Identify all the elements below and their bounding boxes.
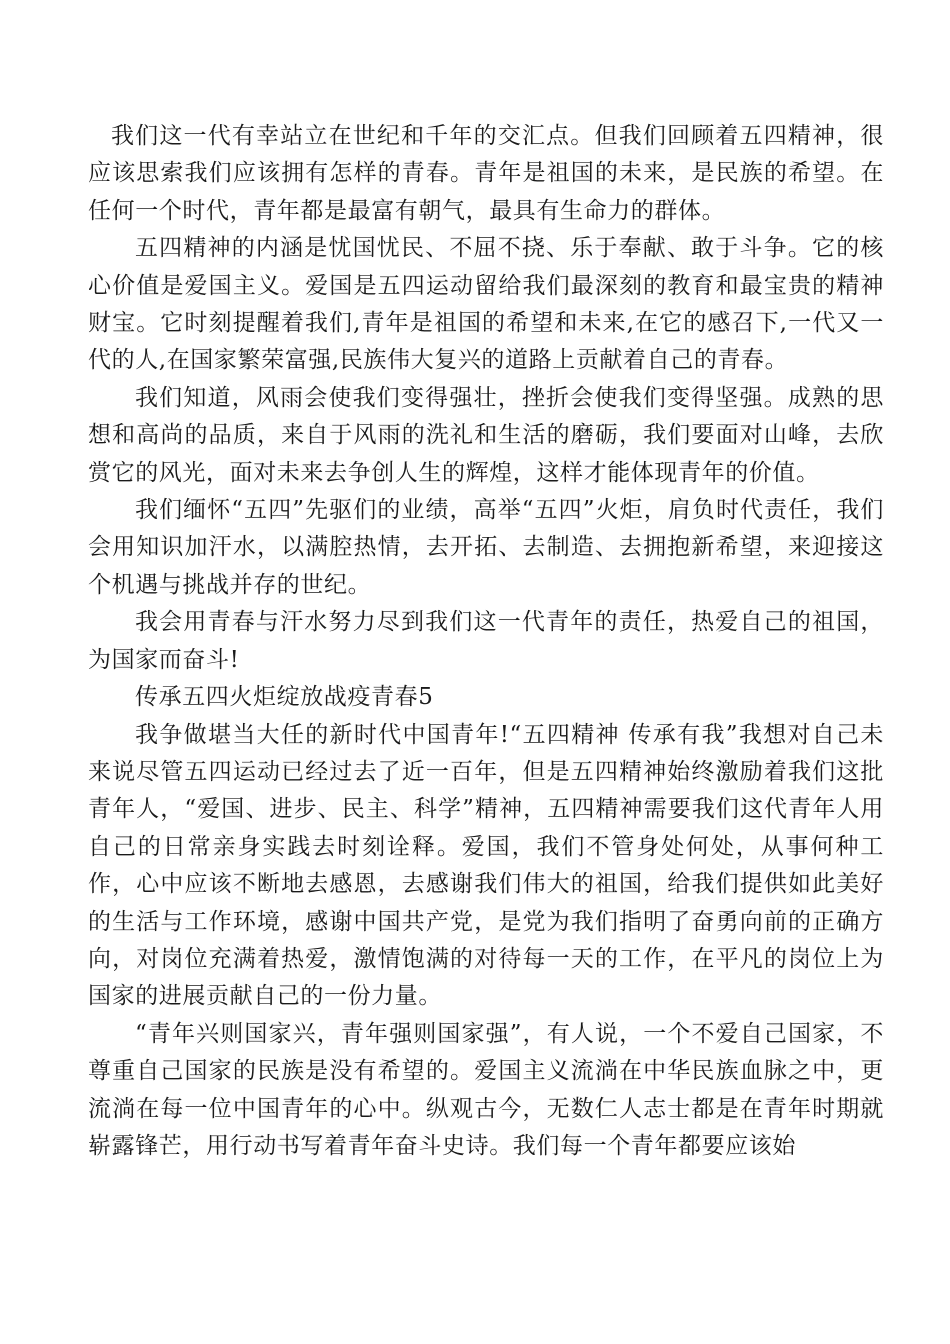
section-heading: 传承五四火炬绽放战疫青春5	[135, 684, 434, 711]
body-text	[88, 118, 884, 1165]
paragraph-4: 我们缅怀“五四”先驱们的业绩，高举“五四”火炬，肩负时代责任，我们会用知识加汗水，以满腔热情，去开拓、去制造、去拥抱新希望，来迎接这个机遇与挑战并存的世纪。	[88, 497, 884, 598]
paragraph-3: 我们知道，风雨会使我们变得强壮，挫折会使我们变得坚强。成熟的思想和高尚的品质，来自于风雨的洗礼和生活的磨砺，我们要面对山峰，去欣赏它的风光，面对未来去争创人生的辉煌，这样才能体现青年的价值。	[88, 384, 884, 486]
paragraph-7: “青年兴则国家兴，青年强则国家强”，有人说，一个不爱自己国家，不尊重自己国家的民族是没有希望的。爱国主义流淌在中华民族血脉之中，更流淌在每一位中国青年的心中。纵观古今，无数仁人志士都是在青年时期就崭露锋芒，用行动书写着青年奋斗史诗。我们每一个青年都要应该始	[88, 1020, 884, 1159]
paragraph-2: 五四精神的内涵是忧国忧民、不屈不挠、乐于奉献、敢于斗争。它的核心价值是爱国主义。爱国是五四运动留给我们最深刻的教育和最宝贵的精神财宝。它时刻提醒着我们,青年是祖国的希望和未来,在它的感召下,一代又一代的人,在国家繁荣富强,民族伟大复兴的道路上贡献着自己的青春。	[88, 235, 884, 374]
paragraph-6: 我争做堪当大任的新时代中国青年!“五四精神 传承有我”我想对自己未来说尽管五四运动已经过去了近一百年，但是五四精神始终激励着我们这批青年人，“爱国、进步、民主、科学”精神，五四精神需要我们这代青年人用自己的日常亲身实践去时刻诠释。爱国，我们不管身处何处，从事何种工作，心中应该不断地去感恩，去感谢我们伟大的祖国，给我们提供如此美好的生活与工作环境，感谢中国共产党，是党为我们指明了奋勇向前的正确方向，对岗位充满着热爱，激情饱满的对待每一天的工作，在平凡的岗位上为国家的进展贡献自己的一份力量。	[88, 721, 884, 1010]
paragraph-1: 我们这一代有幸站立在世纪和千年的交汇点。但我们回顾着五四精神，很应该思索我们应该拥有怎样的青春。青年是祖国的未来，是民族的希望。在任何一个时代，青年都是最富有朝气，最具有生命力的群体。	[88, 123, 884, 224]
paragraph-5: 我会用青春与汗水努力尽到我们这一代青年的责任，热爱自己的祖国，为国家而奋斗!	[88, 609, 884, 673]
